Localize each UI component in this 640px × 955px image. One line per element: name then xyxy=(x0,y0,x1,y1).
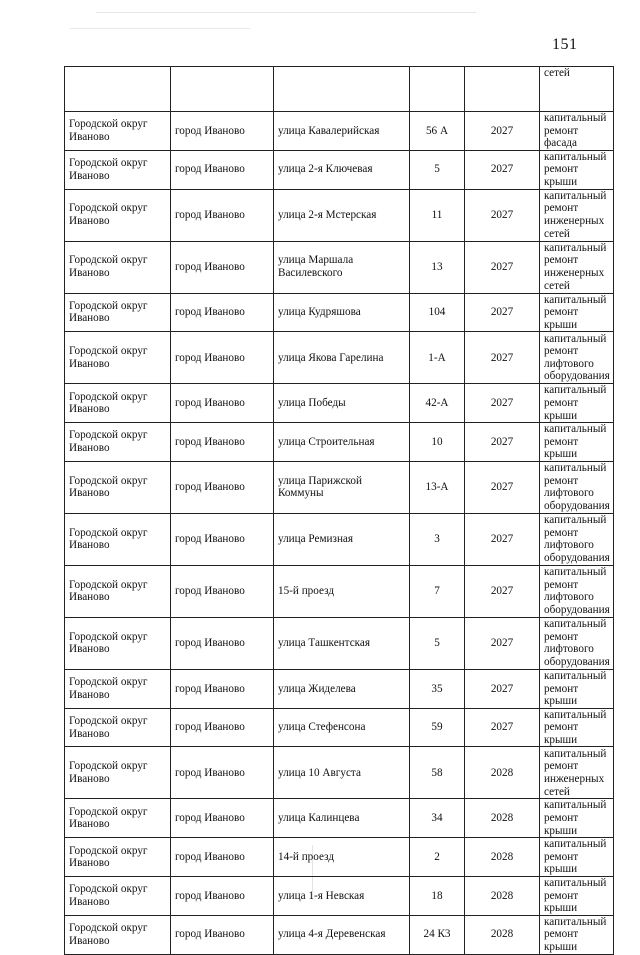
table-row xyxy=(65,708,614,747)
locality-cell: город Иваново xyxy=(171,189,274,241)
street-cell: 15-й проезд xyxy=(274,565,410,617)
municipality-cell xyxy=(65,67,171,112)
locality-cell: город Иваново xyxy=(171,877,274,916)
capital-repair-table xyxy=(64,66,614,955)
work-type-cell: капитальный ремонт фасада xyxy=(540,112,614,151)
street-cell: улица 4-я Деревенская xyxy=(274,915,410,954)
municipality-cell: Городской округ Иваново xyxy=(65,565,171,617)
house-cell: 104 xyxy=(410,293,465,332)
work-type-cell: капитальный ремонт лифтового оборудования xyxy=(540,461,614,513)
street-cell: улица 2-я Ключевая xyxy=(274,150,410,189)
house-cell: 18 xyxy=(410,877,465,916)
street-cell: улица Ташкентская xyxy=(274,617,410,669)
locality-cell: город Иваново xyxy=(171,513,274,565)
work-type-cell: капитальный ремонт лифтового оборудования xyxy=(540,617,614,669)
municipality-cell: Городской округ Иваново xyxy=(65,461,171,513)
work-type-cell: капитальный ремонт лифтового оборудования xyxy=(540,565,614,617)
municipality-cell: Городской округ Иваново xyxy=(65,838,171,877)
work-type-cell: капитальный ремонт крыши xyxy=(540,423,614,462)
house-cell: 42-А xyxy=(410,384,465,423)
locality-cell: город Иваново xyxy=(171,332,274,384)
municipality-cell: Городской округ Иваново xyxy=(65,669,171,708)
table-row xyxy=(65,293,614,332)
work-type-cell: капитальный ремонт крыши xyxy=(540,669,614,708)
locality-cell: город Иваново xyxy=(171,423,274,462)
municipality-cell: Городской округ Иваново xyxy=(65,189,171,241)
house-cell: 34 xyxy=(410,799,465,838)
street-cell: улица 2-я Мстерская xyxy=(274,189,410,241)
house-cell: 13 xyxy=(410,241,465,293)
scan-noise-mark xyxy=(70,28,250,29)
page-number: 151 xyxy=(552,36,578,53)
house-cell: 24 К3 xyxy=(410,915,465,954)
locality-cell: город Иваново xyxy=(171,838,274,877)
year-cell: 2027 xyxy=(465,384,540,423)
scan-noise-mark xyxy=(96,12,476,13)
locality-cell: город Иваново xyxy=(171,461,274,513)
locality-cell: город Иваново xyxy=(171,565,274,617)
table-row xyxy=(65,423,614,462)
table-row xyxy=(65,461,614,513)
year-cell: 2027 xyxy=(465,332,540,384)
municipality-cell: Городской округ Иваново xyxy=(65,150,171,189)
municipality-cell: Городской округ Иваново xyxy=(65,384,171,423)
municipality-cell: Городской округ Иваново xyxy=(65,332,171,384)
house-cell: 2 xyxy=(410,838,465,877)
year-cell: 2027 xyxy=(465,150,540,189)
house-cell: 58 xyxy=(410,747,465,799)
locality-cell xyxy=(171,67,274,112)
table-row xyxy=(65,877,614,916)
work-type-cell: капитальный ремонт крыши xyxy=(540,708,614,747)
year-cell: 2028 xyxy=(465,838,540,877)
table-row xyxy=(65,189,614,241)
table-row xyxy=(65,384,614,423)
year-cell: 2027 xyxy=(465,423,540,462)
house-cell: 3 xyxy=(410,513,465,565)
house-cell: 35 xyxy=(410,669,465,708)
work-type-cell: капитальный ремонт крыши xyxy=(540,150,614,189)
year-cell: 2027 xyxy=(465,461,540,513)
municipality-cell: Городской округ Иваново xyxy=(65,293,171,332)
street-cell: улица Кудряшова xyxy=(274,293,410,332)
street-cell: улица 1-я Невская xyxy=(274,877,410,916)
house-cell: 11 xyxy=(410,189,465,241)
year-cell: 2027 xyxy=(465,112,540,151)
house-cell: 1-А xyxy=(410,332,465,384)
municipality-cell: Городской округ Иваново xyxy=(65,747,171,799)
house-cell: 56 А xyxy=(410,112,465,151)
year-cell: 2027 xyxy=(465,293,540,332)
work-type-cell: капитальный ремонт крыши xyxy=(540,877,614,916)
municipality-cell: Городской округ Иваново xyxy=(65,877,171,916)
table-row xyxy=(65,669,614,708)
year-cell: 2028 xyxy=(465,915,540,954)
year-cell: 2027 xyxy=(465,708,540,747)
municipality-cell: Городской округ Иваново xyxy=(65,241,171,293)
locality-cell: город Иваново xyxy=(171,617,274,669)
locality-cell: город Иваново xyxy=(171,150,274,189)
year-cell: 2027 xyxy=(465,669,540,708)
house-cell: 13-А xyxy=(410,461,465,513)
street-cell: улица 10 Августа xyxy=(274,747,410,799)
work-type-cell: капитальный ремонт крыши xyxy=(540,799,614,838)
house-cell: 10 xyxy=(410,423,465,462)
street-cell: улица Жиделева xyxy=(274,669,410,708)
work-type-cell: капитальный ремонт инженерных сетей xyxy=(540,241,614,293)
street-cell: улица Строительная xyxy=(274,423,410,462)
table-row xyxy=(65,332,614,384)
locality-cell: город Иваново xyxy=(171,112,274,151)
locality-cell: город Иваново xyxy=(171,708,274,747)
locality-cell: город Иваново xyxy=(171,384,274,423)
work-type-cell: капитальный ремонт крыши xyxy=(540,384,614,423)
street-cell: улица Парижской Коммуны xyxy=(274,461,410,513)
year-cell: 2027 xyxy=(465,241,540,293)
table-row xyxy=(65,747,614,799)
table-row xyxy=(65,565,614,617)
year-cell: 2028 xyxy=(465,799,540,838)
house-cell: 59 xyxy=(410,708,465,747)
year-cell: 2027 xyxy=(465,189,540,241)
table-row xyxy=(65,513,614,565)
table-row xyxy=(65,241,614,293)
municipality-cell: Городской округ Иваново xyxy=(65,708,171,747)
table-row xyxy=(65,617,614,669)
table-row xyxy=(65,112,614,151)
year-cell: 2027 xyxy=(465,513,540,565)
municipality-cell: Городской округ Иваново xyxy=(65,617,171,669)
year-cell xyxy=(465,67,540,112)
locality-cell: город Иваново xyxy=(171,747,274,799)
table-row xyxy=(65,838,614,877)
street-cell: улица Якова Гарелина xyxy=(274,332,410,384)
work-type-cell: капитальный ремонт лифтового оборудования xyxy=(540,332,614,384)
street-cell: улица Калинцева xyxy=(274,799,410,838)
work-type-cell: капитальный ремонт крыши xyxy=(540,915,614,954)
municipality-cell: Городской округ Иваново xyxy=(65,915,171,954)
table-row-partial xyxy=(65,67,614,112)
municipality-cell: Городской округ Иваново xyxy=(65,513,171,565)
street-cell: улица Победы xyxy=(274,384,410,423)
municipality-cell: Городской округ Иваново xyxy=(65,112,171,151)
street-cell: улица Стефенсона xyxy=(274,708,410,747)
work-type-cell: капитальный ремонт лифтового оборудования xyxy=(540,513,614,565)
work-type-cell: капитальный ремонт инженерных сетей xyxy=(540,747,614,799)
street-cell: улица Маршала Василевского xyxy=(274,241,410,293)
table-row xyxy=(65,915,614,954)
house-cell: 5 xyxy=(410,150,465,189)
municipality-cell: Городской округ Иваново xyxy=(65,799,171,838)
work-type-cell: капитальный ремонт крыши xyxy=(540,838,614,877)
locality-cell: город Иваново xyxy=(171,669,274,708)
municipality-cell: Городской округ Иваново xyxy=(65,423,171,462)
street-cell xyxy=(274,67,410,112)
house-cell: 7 xyxy=(410,565,465,617)
year-cell: 2028 xyxy=(465,877,540,916)
table-row xyxy=(65,150,614,189)
year-cell: 2028 xyxy=(465,747,540,799)
table-body xyxy=(65,67,614,955)
street-cell: 14-й проезд xyxy=(274,838,410,877)
locality-cell: город Иваново xyxy=(171,241,274,293)
year-cell: 2027 xyxy=(465,565,540,617)
street-cell: улица Ремизная xyxy=(274,513,410,565)
locality-cell: город Иваново xyxy=(171,799,274,838)
work-type-cell: капитальный ремонт инженерных сетей xyxy=(540,189,614,241)
house-cell xyxy=(410,67,465,112)
house-cell: 5 xyxy=(410,617,465,669)
locality-cell: город Иваново xyxy=(171,293,274,332)
year-cell: 2027 xyxy=(465,617,540,669)
table-row xyxy=(65,799,614,838)
work-type-cell: капитальный ремонт крыши xyxy=(540,293,614,332)
work-type-cell: сетей xyxy=(540,67,614,112)
locality-cell: город Иваново xyxy=(171,915,274,954)
street-cell: улица Кавалерийская xyxy=(274,112,410,151)
